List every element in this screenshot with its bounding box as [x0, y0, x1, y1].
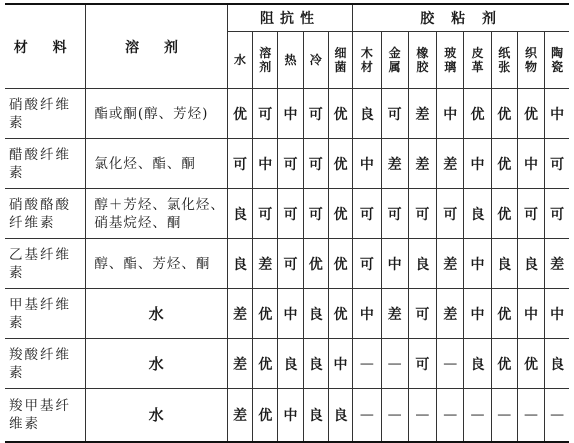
header-resistance-group: 阻抗性 [227, 4, 352, 32]
rating-cell: — [491, 389, 517, 442]
rating-cell: 优 [328, 89, 352, 139]
rating-cell: 中 [437, 89, 464, 139]
rating-cell: 良 [303, 289, 328, 339]
header-resistance-2 [278, 32, 303, 89]
rating-cell: 差 [253, 239, 278, 289]
header-adhesion-4 [464, 32, 491, 89]
subheader-label: 橡胶 [416, 46, 429, 74]
rating-cell: 优 [253, 389, 278, 442]
rating-cell: 中 [464, 239, 491, 289]
subheader-label: 织物 [525, 46, 538, 74]
rating-cell: 中 [464, 139, 491, 189]
rating-cell: 优 [328, 139, 352, 189]
table-row [5, 339, 569, 389]
table-row [5, 239, 569, 289]
rating-cell: 可 [253, 189, 278, 239]
subheader-label: 冷 [309, 53, 322, 67]
table-row [5, 89, 569, 139]
rating-cell: — [353, 339, 381, 389]
header-resistance-0 [227, 32, 252, 89]
rating-cell: 中 [353, 139, 381, 189]
rating-cell: 可 [437, 189, 464, 239]
rating-cell: 优 [464, 89, 491, 139]
rating-cell: 良 [408, 239, 436, 289]
rating-cell: — [408, 389, 436, 442]
rating-cell: 优 [491, 139, 517, 189]
header-resistance-4 [328, 32, 352, 89]
rating-cell: 差 [437, 289, 464, 339]
cellulose-adhesive-table [5, 3, 569, 443]
rating-cell: 良 [303, 339, 328, 389]
rating-cell: 良 [227, 239, 252, 289]
rating-cell: — [464, 389, 491, 442]
subheader-label: 细菌 [334, 46, 347, 74]
header-group-row [5, 4, 569, 32]
rating-cell: 可 [545, 139, 569, 189]
solvent-cell: 水 [86, 389, 227, 442]
rating-cell: 差 [227, 289, 252, 339]
table-body [5, 89, 569, 442]
subheader-label: 陶瓷 [551, 46, 564, 74]
header-resistance-1 [253, 32, 278, 89]
table-row [5, 139, 569, 189]
rating-cell: 良 [545, 339, 569, 389]
header-adhesion-group: 胶 粘 剂 [353, 4, 569, 32]
rating-cell: 优 [328, 289, 352, 339]
rating-cell: 良 [353, 89, 381, 139]
rating-cell: 可 [278, 139, 303, 189]
rating-cell: 良 [491, 239, 517, 289]
rating-cell: 中 [545, 89, 569, 139]
solvent-cell: 醇、酯、芳烃、酮 [86, 239, 227, 289]
solvent-cell: 氯化烃、酯、酮 [86, 139, 227, 189]
rating-cell: 可 [303, 189, 328, 239]
solvent-cell: 水 [86, 339, 227, 389]
rating-cell: — [517, 389, 544, 442]
rating-cell: 可 [353, 189, 381, 239]
rating-cell: 优 [303, 239, 328, 289]
rating-cell: 良 [517, 239, 544, 289]
rating-cell: 优 [491, 89, 517, 139]
rating-cell: 中 [278, 89, 303, 139]
rating-cell: 优 [253, 339, 278, 389]
rating-cell: 优 [491, 339, 517, 389]
rating-cell: 中 [278, 389, 303, 442]
rating-cell: 可 [517, 189, 544, 239]
rating-cell: 中 [381, 239, 408, 289]
rating-cell: 可 [253, 89, 278, 139]
rating-cell: 良 [464, 339, 491, 389]
header-resistance-3 [303, 32, 328, 89]
rating-cell: — [381, 339, 408, 389]
rating-cell: 可 [545, 189, 569, 239]
material-cell: 甲基纤维素 [5, 289, 86, 339]
material-cell: 硝酸纤维素 [5, 89, 86, 139]
subheader-label: 溶剂 [259, 46, 272, 74]
rating-cell: 可 [408, 339, 436, 389]
rating-cell: 可 [381, 189, 408, 239]
rating-cell: 中 [353, 289, 381, 339]
rating-cell: 良 [328, 389, 352, 442]
subheader-label: 热 [284, 53, 297, 67]
rating-cell: 优 [491, 189, 517, 239]
rating-cell: — [437, 389, 464, 442]
rating-cell: 差 [437, 139, 464, 189]
rating-cell: 差 [408, 139, 436, 189]
header-adhesion-0 [353, 32, 381, 89]
header-adhesion-3 [437, 32, 464, 89]
solvent-cell: 醇＋芳烃、氯化烃、硝基烷烃、酮 [86, 189, 227, 239]
rating-cell: 中 [464, 289, 491, 339]
header-adhesion-6 [517, 32, 544, 89]
header-solvent: 溶 剂 [86, 4, 227, 89]
rating-cell: 良 [278, 339, 303, 389]
table-row [5, 289, 569, 339]
solvent-cell: 酯或酮(醇、芳烃) [86, 89, 227, 139]
rating-cell: 差 [381, 139, 408, 189]
subheader-label: 玻璃 [444, 46, 457, 74]
rating-cell: 中 [545, 289, 569, 339]
rating-cell: 可 [303, 139, 328, 189]
rating-cell: 差 [381, 289, 408, 339]
rating-cell: 可 [278, 239, 303, 289]
rating-cell: 中 [517, 289, 544, 339]
rating-cell: 可 [303, 89, 328, 139]
subheader-label: 水 [233, 53, 246, 67]
subheader-label: 木材 [360, 46, 373, 74]
rating-cell: 差 [227, 339, 252, 389]
rating-cell: 良 [464, 189, 491, 239]
header-material: 材 料 [5, 4, 86, 89]
rating-cell: 优 [517, 339, 544, 389]
rating-cell: 优 [227, 89, 252, 139]
subheader-label: 纸张 [498, 46, 511, 74]
rating-cell: 可 [353, 239, 381, 289]
header-adhesion-7 [545, 32, 569, 89]
material-cell: 醋酸纤维素 [5, 139, 86, 189]
property-table-sheet [5, 3, 569, 436]
rating-cell: 可 [278, 189, 303, 239]
rating-cell: 中 [328, 339, 352, 389]
rating-cell: 差 [437, 239, 464, 289]
header-adhesion-1 [381, 32, 408, 89]
material-cell: 硝酸酪酸纤维素 [5, 189, 86, 239]
header-adhesion-5 [491, 32, 517, 89]
rating-cell: 中 [253, 139, 278, 189]
rating-cell: 差 [545, 239, 569, 289]
rating-cell: 可 [408, 189, 436, 239]
subheader-label: 皮革 [471, 46, 484, 74]
material-cell: 乙基纤维素 [5, 239, 86, 289]
rating-cell: 可 [381, 89, 408, 139]
solvent-cell: 水 [86, 289, 227, 339]
header-adhesion-2 [408, 32, 436, 89]
rating-cell: — [353, 389, 381, 442]
rating-cell: 可 [227, 139, 252, 189]
rating-cell: 良 [303, 389, 328, 442]
rating-cell: 良 [227, 189, 252, 239]
rating-cell: — [437, 339, 464, 389]
rating-cell: 可 [408, 289, 436, 339]
table-row [5, 389, 569, 442]
rating-cell: 中 [278, 289, 303, 339]
rating-cell: 优 [517, 89, 544, 139]
table-row [5, 189, 569, 239]
material-cell: 羧酸纤维素 [5, 339, 86, 389]
rating-cell: 中 [517, 139, 544, 189]
material-cell: 羧甲基纤维素 [5, 389, 86, 442]
rating-cell: — [381, 389, 408, 442]
rating-cell: 优 [328, 189, 352, 239]
rating-cell: — [545, 389, 569, 442]
rating-cell: 差 [408, 89, 436, 139]
subheader-label: 金属 [388, 46, 401, 74]
rating-cell: 优 [491, 289, 517, 339]
rating-cell: 差 [227, 389, 252, 442]
rating-cell: 优 [253, 289, 278, 339]
rating-cell: 优 [328, 239, 352, 289]
